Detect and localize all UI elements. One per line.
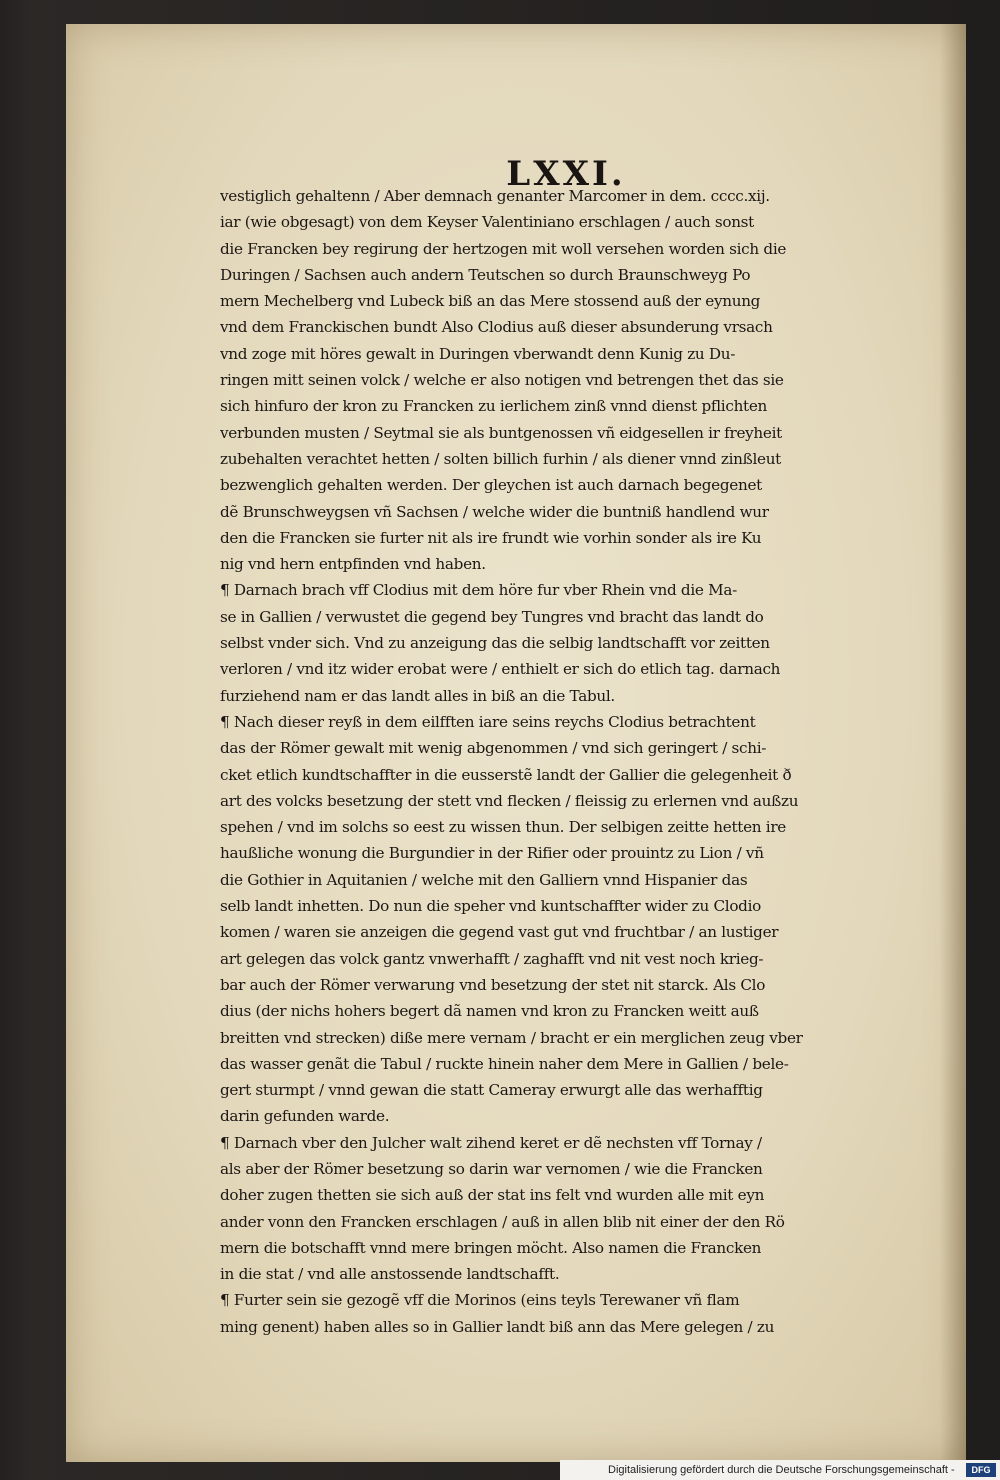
text-line: verloren / vnd itz wider erobat were / enthielt er sich do etlich tag. darnach <box>220 660 781 679</box>
text-line: iar (wie obgesagt) von dem Keyser Valentiniano erschlagen / auch sonst <box>220 213 754 232</box>
text-line: das wasser genãt die Tabul / ruckte hinein naher dem Mere in Gallien / bele- <box>220 1054 789 1073</box>
text-line: art gelegen das volck gantz vnwerhafft / zaghafft vnd nit vest noch krieg- <box>220 949 764 968</box>
text-line: sich hinfuro der kron zu Francken zu ierlichem zinß vnnd dienst pflichten <box>220 397 768 416</box>
text-line: zubehalten verachtet hetten / solten billich furhin / als diener vnnd zinßleut <box>220 449 781 468</box>
text-line: als aber der Römer besetzung so darin war vernomen / wie die Francken <box>220 1159 763 1178</box>
text-line: ¶ Furter sein sie gezogẽ vff die Morinos (eins teyls Terewaner vñ flam <box>220 1291 740 1310</box>
text-line: dius (der nichs hohers begert dã namen vnd kron zu Francken weitt auß <box>220 1002 759 1021</box>
dfg-logo: DFG <box>966 1463 996 1477</box>
text-line: mern Mechelberg vnd Lubeck biß an das Mere stossend auß der eynung <box>220 292 761 311</box>
text-line: den die Francken sie furter nit als ire frundt wie vorhin sonder als ire Ku <box>220 528 762 547</box>
text-line: ming genent) haben alles so in Gallier landt biß ann das Mere gelegen / zu <box>220 1317 775 1336</box>
text-line: furziehend nam er das landt alles in biß an die Tabul. <box>220 686 615 705</box>
text-line: doher zugen thetten sie sich auß der stat ins felt vnd wurden alle mit eyn <box>220 1186 765 1205</box>
text-line: Duringen / Sachsen auch andern Teutschen so durch Braunschweyg Po <box>220 265 751 284</box>
text-line: ander vonn den Francken erschlagen / auß in allen blib nit einer der den Rö <box>220 1212 785 1231</box>
text-line: haußliche wonung die Burgundier in der Rifier oder prouintz zu Lion / vñ <box>220 844 764 863</box>
text-line: in die stat / vnd alle anstossende landtschafft. <box>220 1265 560 1284</box>
text-line: art des volcks besetzung der stett vnd flecken / fleissig zu erlernen vnd außzu <box>220 791 799 810</box>
text-line: se in Gallien / verwustet die gegend bey Tungres vnd bracht das landt do <box>220 607 764 626</box>
text-line: spehen / vnd im solchs so eest zu wissen thun. Der selbigen zeitte hetten ire <box>220 818 786 837</box>
digitization-credit-text: Digitalisierung gefördert durch die Deutsche Forschungsgemeinschaft - <box>608 1464 955 1476</box>
text-line: verbunden musten / Seytmal sie als buntgenossen vñ eidgesellen ir freyheit <box>220 423 782 442</box>
text-line: cket etlich kundtschaffter in die eusserstẽ landt der Gallier die gelegenheit ð <box>220 765 792 784</box>
text-line: dẽ Brunschweygsen vñ Sachsen / welche wider die buntniß handlend wur <box>220 502 769 521</box>
text-line: vnd dem Franckischen bundt Also Clodius auß dieser absunderung vrsach <box>220 318 773 337</box>
text-line: komen / waren sie anzeigen die gegend vast gut vnd fruchtbar / an lustiger <box>220 923 779 942</box>
text-line: darin gefunden warde. <box>220 1107 390 1126</box>
text-line: selb landt inhetten. Do nun die speher vnd kuntschaffter wider zu Clodio <box>220 897 761 916</box>
text-line: ¶ Darnach vber den Julcher walt zihend keret er dẽ nechsten vff Tornay / <box>220 1133 762 1152</box>
text-line: selbst vnder sich. Vnd zu anzeigung das die selbig landtschafft vor zeitten <box>220 634 770 653</box>
digitization-credit <box>560 1460 1000 1480</box>
text-line: gert sturmpt / vnnd gewan die statt Cameray erwurgt alle das werhafftig <box>220 1081 763 1100</box>
text-line: ¶ Darnach brach vff Clodius mit dem höre fur vber Rhein vnd die Ma- <box>220 581 737 600</box>
text-line: die Francken bey regirung der hertzogen mit woll versehen worden sich die <box>220 239 787 258</box>
text-line: breitten vnd strecken) diße mere vernam / bracht er ein merglichen zeug vber <box>220 1028 803 1047</box>
text-line: das der Römer gewalt mit wenig abgenommen / vnd sich geringert / schi- <box>220 739 767 758</box>
page-folio-number: LXXI. <box>506 154 626 194</box>
text-line: vestiglich gehaltenn / Aber demnach genanter Marcomer in dem. cccc.xij. <box>220 187 770 205</box>
text-line: vnd zoge mit höres gewalt in Duringen vberwandt denn Kunig zu Du- <box>220 344 736 363</box>
text-block <box>220 183 896 1340</box>
text-line: mern die botschafft vnnd mere bringen möcht. Also namen die Francken <box>220 1238 762 1257</box>
text-line: die Gothier in Aquitanien / welche mit den Galliern vnnd Hispanier das <box>220 870 748 889</box>
text-line: nig vnd hern entpfinden vnd haben. <box>220 555 486 574</box>
text-line: bar auch der Römer verwarung vnd besetzung der stet nit starck. Als Clo <box>220 975 766 994</box>
text-line: ¶ Nach dieser reyß in dem eilfften iare seins reychs Clodius betrachtent <box>220 712 756 731</box>
text-line: ringen mitt seinen volck / welche er also notigen vnd betrengen thet das sie <box>220 371 784 390</box>
text-line: bezwenglich gehalten werden. Der gleychen ist auch darnach begegenet <box>220 476 762 495</box>
